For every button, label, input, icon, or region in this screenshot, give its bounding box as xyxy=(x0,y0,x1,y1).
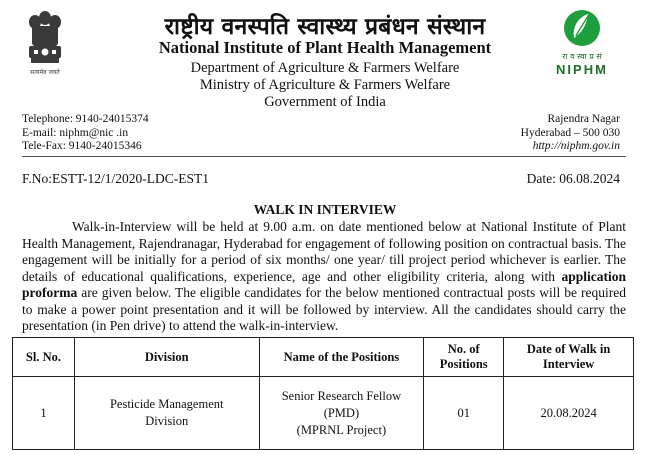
application-proforma-text: application proforma xyxy=(22,268,626,300)
position-line-1: Senior Research Fellow (PMD) xyxy=(281,388,402,420)
email: E-mail: niphm@nic .in xyxy=(22,126,129,139)
niphm-logo xyxy=(543,4,621,78)
col-header-no-of-positions: No. of Positions xyxy=(424,338,504,377)
table-header-row xyxy=(13,338,634,377)
notice-heading: WALK IN INTERVIEW xyxy=(253,202,397,217)
website-link[interactable]: http://niphm.gov.in xyxy=(532,140,620,152)
positions-table xyxy=(12,337,634,450)
col-header-position-name: Name of the Positions xyxy=(259,338,424,377)
paragraph-text-1: Walk-in-Interview will be held at 9.00 a.m. on date mentioned below at National Institute of Plant Health Management, Rajendranagar, Hyderabad for engagement of following position on contractual basis. The engagement will be initially for a period of six months/ one year/ till project period whichever is earlier. The details of educational qualifications, experience, age and other eligibility criteria, along with xyxy=(22,219,626,284)
address-details xyxy=(521,113,620,154)
position-line-2: (MPRNL Project) xyxy=(296,422,387,437)
notice-paragraph xyxy=(22,219,626,335)
header-divider xyxy=(22,156,626,157)
cell-interview-date: 20.08.2024 xyxy=(504,377,634,450)
cell-no-of-positions: 01 xyxy=(424,377,504,450)
emblem-caption: सत्यमेव जयते xyxy=(30,69,60,76)
telephone: Telephone: 9140-24015374 xyxy=(22,113,149,125)
state-emblem-icon xyxy=(22,8,68,84)
col-header-division: Division xyxy=(74,338,259,377)
telefax: Tele-Fax: 9140-24015346 xyxy=(22,140,142,152)
file-number: F.No:ESTT-12/1/2020-LDC-EST1 xyxy=(22,171,210,186)
logo-niphm-text: NIPHM xyxy=(556,62,608,77)
table-row xyxy=(13,377,634,450)
division-line-2: Division xyxy=(145,414,189,428)
hindi-title: राष्ट्रीय वनस्पति स्वास्थ्य प्रबंधन संस्थान xyxy=(164,14,486,40)
department-line: Department of Agriculture & Farmers Welfare xyxy=(190,60,460,76)
logo-hindi-text: रा व स्वा प्र सं xyxy=(562,52,602,61)
division-line-1: Pesticide Management xyxy=(109,397,224,411)
address-line-1: Rajendra Nagar xyxy=(547,113,620,125)
address-line-2: Hyderabad – 500 030 xyxy=(520,126,620,139)
cell-position xyxy=(259,377,424,450)
cell-division xyxy=(74,377,259,450)
contact-details xyxy=(22,113,149,154)
notice-date: Date: 06.08.2024 xyxy=(526,171,620,186)
english-title: National Institute of Plant Health Management xyxy=(158,38,492,57)
col-header-sl-no: Sl. No. xyxy=(13,338,75,377)
ministry-line: Ministry of Agriculture & Farmers Welfare xyxy=(199,77,451,93)
government-line: Government of India xyxy=(264,94,386,110)
cell-sl-no: 1 xyxy=(13,377,75,450)
paragraph-text-2: are given below. The eligible candidates for the below mentioned contractual posts will be required to make a power point presentation and it will be followed by interview. All the candidates should carry the presentation (in Pen drive) to attend the walk-in-interview. xyxy=(22,285,626,333)
col-header-interview-date: Date of Walk in Interview xyxy=(504,338,634,377)
